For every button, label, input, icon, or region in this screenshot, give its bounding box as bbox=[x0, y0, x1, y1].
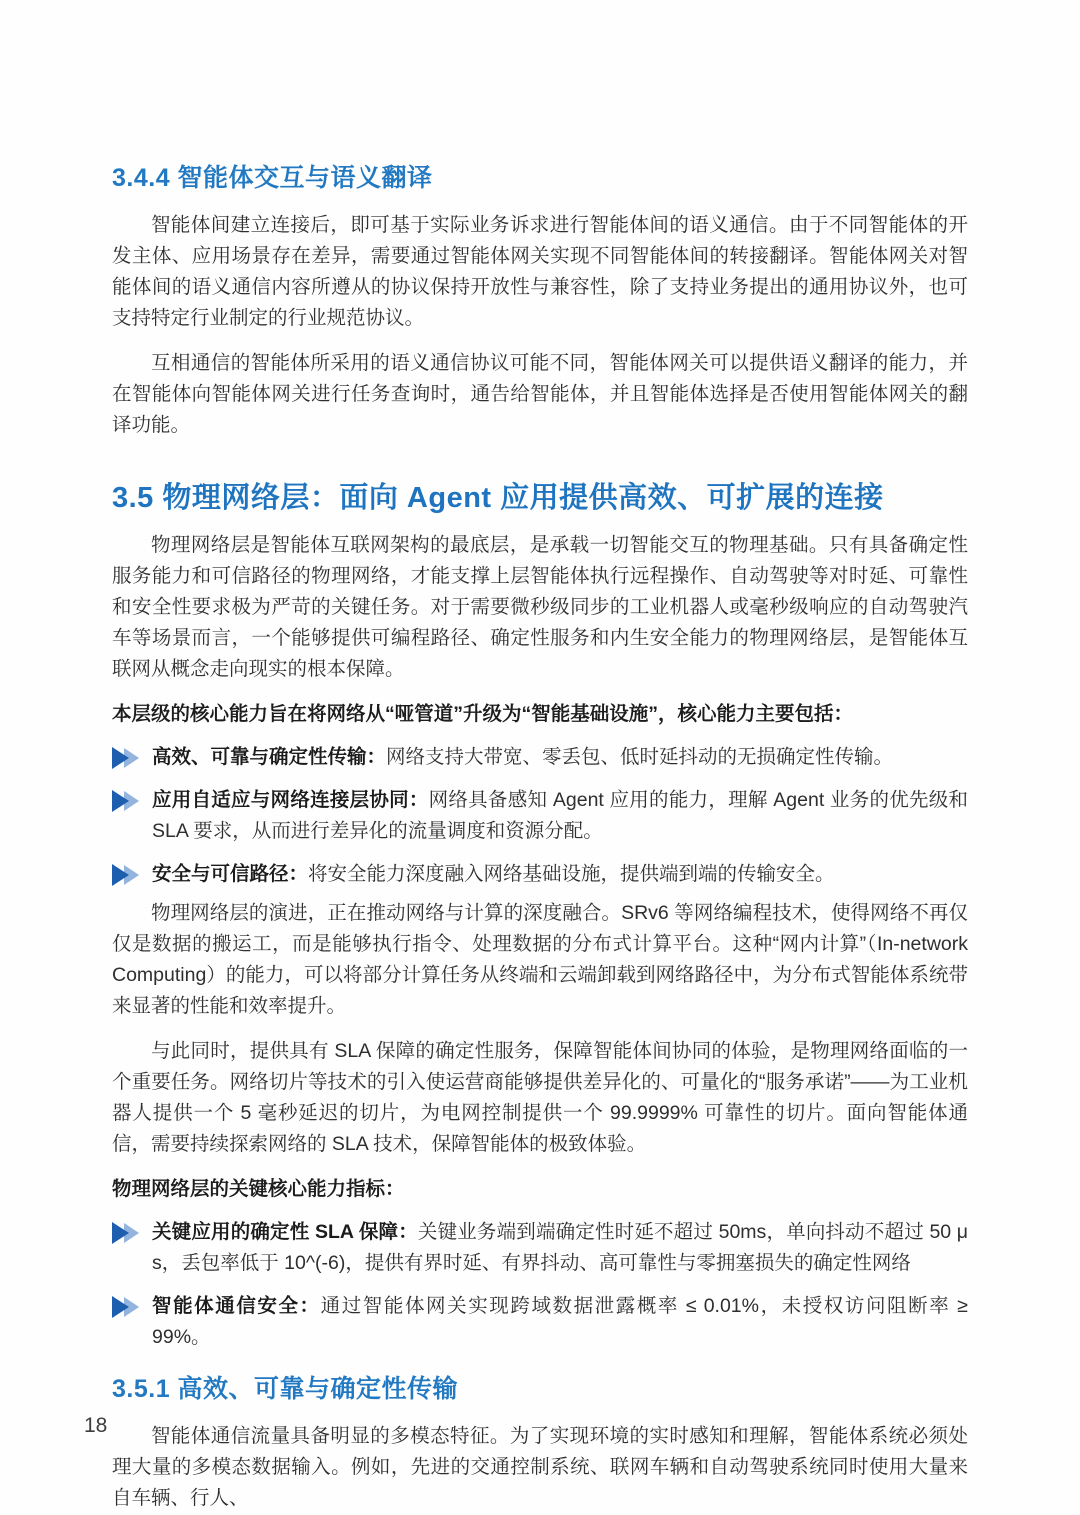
double-right-arrow-icon bbox=[112, 785, 152, 816]
bullet-text bbox=[152, 785, 968, 847]
bullet-item-secure-path bbox=[112, 859, 968, 890]
arrow-dark-triangle bbox=[112, 864, 129, 886]
bullet-label: 安全与可信路径： bbox=[152, 863, 309, 885]
double-right-arrow-icon bbox=[112, 1217, 152, 1248]
bullet-body: 通过智能体网关实现跨域数据泄露概率 ≤ 0.01%，未授权访问阻断率 ≥ 99%。 bbox=[152, 1295, 968, 1348]
section-heading-3-5-1: 3.5.1 高效、可靠与确定性传输 bbox=[112, 1375, 459, 1403]
lead-in-core-capabilities: 本层级的核心能力旨在将网络从“哑管道”升级为“智能基础设施”，核心能力主要包括： bbox=[112, 703, 854, 725]
arrow-dark-triangle bbox=[112, 790, 129, 812]
paragraph-in-network-computing: 物理网络层的演进，正在推动网络与计算的深度融合。SRv6 等网络编程技术，使得网络不再仅仅是数据的搬运工，而是能够执行指令、处理数据的分布式计算平台。这种“网内计算”（In-network Computing）的能力，可以将部分计算任务从终端和云端卸载到网络路径中，为分布式智能体系统带来显著的性能和效率提升。 bbox=[112, 902, 968, 1017]
bullet-item-comm-security bbox=[112, 1291, 968, 1353]
paragraph-semantic-comm-1: 智能体间建立连接后，即可基于实际业务诉求进行智能体间的语义通信。由于不同智能体的开发主体、应用场景存在差异，需要通过智能体网关实现不同智能体间的转接翻译。智能体网关对智能体间的语义通信内容所遵从的协议保持开放性与兼容性，除了支持业务提出的通用协议外，也可支持特定行业制定的行业规范协议。 bbox=[112, 214, 968, 329]
bullet-text bbox=[152, 742, 968, 773]
bullet-label: 应用自适应与网络连接层协同： bbox=[152, 789, 429, 811]
bullet-body: 将安全能力深度融入网络基础设施，提供端到端的传输安全。 bbox=[308, 863, 835, 885]
bullet-item-sla-guarantee bbox=[112, 1217, 968, 1279]
paragraph-semantic-comm-2: 互相通信的智能体所采用的语义通信协议可能不同，智能体网关可以提供语义翻译的能力，并在智能体向智能体网关进行任务查询时，通告给智能体，并且智能体选择是否使用智能体网关的翻译功能。 bbox=[112, 352, 968, 436]
double-right-arrow-icon bbox=[112, 742, 152, 773]
paragraph-multimodal-traffic: 智能体通信流量具备明显的多模态特征。为了实现环境的实时感知和理解，智能体系统必须处理大量的多模态数据输入。例如，先进的交通控制系统、联网车辆和自动驾驶系统同时使用大量来自车辆、行人、 bbox=[112, 1425, 968, 1509]
bullet-label: 智能体通信安全： bbox=[152, 1295, 321, 1317]
bullet-item-app-adaptive bbox=[112, 785, 968, 847]
lead-in-key-metrics: 物理网络层的关键核心能力指标： bbox=[112, 1178, 405, 1200]
bullet-label: 高效、可靠与确定性传输： bbox=[152, 746, 387, 768]
page-number: 18 bbox=[84, 1414, 108, 1437]
double-right-arrow-icon bbox=[112, 1291, 152, 1322]
bullet-item-efficient-transfer bbox=[112, 742, 968, 773]
section-heading-3-4-4: 3.4.4 智能体交互与语义翻译 bbox=[112, 164, 433, 192]
bullet-text bbox=[152, 859, 968, 890]
bullet-text bbox=[152, 1291, 968, 1353]
arrow-dark-triangle bbox=[112, 1222, 129, 1244]
arrow-dark-triangle bbox=[112, 1296, 129, 1318]
section-heading-3-5: 3.5 物理网络层：面向 Agent 应用提供高效、可扩展的连接 bbox=[112, 482, 884, 514]
paragraph-physical-layer-intro: 物理网络层是智能体互联网架构的最底层，是承载一切智能交互的物理基础。只有具备确定性服务能力和可信路径的物理网络，才能支撑上层智能体执行远程操作、自动驾驶等对时延、可靠性和安全性要求极为严苛的关键任务。对于需要微秒级同步的工业机器人或毫秒级响应的自动驾驶汽车等场景而言，一个能够提供可编程路径、确定性服务和内生安全能力的物理网络层，是智能体互联网从概念走向现实的根本保障。 bbox=[112, 534, 968, 680]
bullet-body: 网络具备感知 Agent 应用的能力，理解 Agent 业务的优先级和 SLA 要求，从而进行差异化的流量调度和资源分配。 bbox=[152, 789, 968, 842]
bullet-text bbox=[152, 1217, 968, 1279]
bullet-label: 关键应用的确定性 SLA 保障： bbox=[152, 1221, 418, 1243]
bullet-body: 网络支持大带宽、零丢包、低时延抖动的无损确定性传输。 bbox=[386, 746, 894, 768]
double-right-arrow-icon bbox=[112, 859, 152, 890]
arrow-dark-triangle bbox=[112, 747, 129, 769]
paragraph-sla-slicing: 与此同时，提供具有 SLA 保障的确定性服务，保障智能体间协同的体验，是物理网络面临的一个重要任务。网络切片等技术的引入使运营商能够提供差异化的、可量化的“服务承诺”——为工业机器人提供一个 5 毫秒延迟的切片，为电网控制提供一个 99.9999% 可靠性的切片。面向智能体通信，需要持续探索网络的 SLA 技术，保障智能体的极致体验。 bbox=[112, 1040, 968, 1155]
bullet-body: 关键业务端到端确定性时延不超过 50ms，单向抖动不超过 50 μ s，丢包率低于 10^(-6)，提供有界时延、有界抖动、高可靠性与零拥塞损失的确定性网络 bbox=[152, 1221, 968, 1274]
